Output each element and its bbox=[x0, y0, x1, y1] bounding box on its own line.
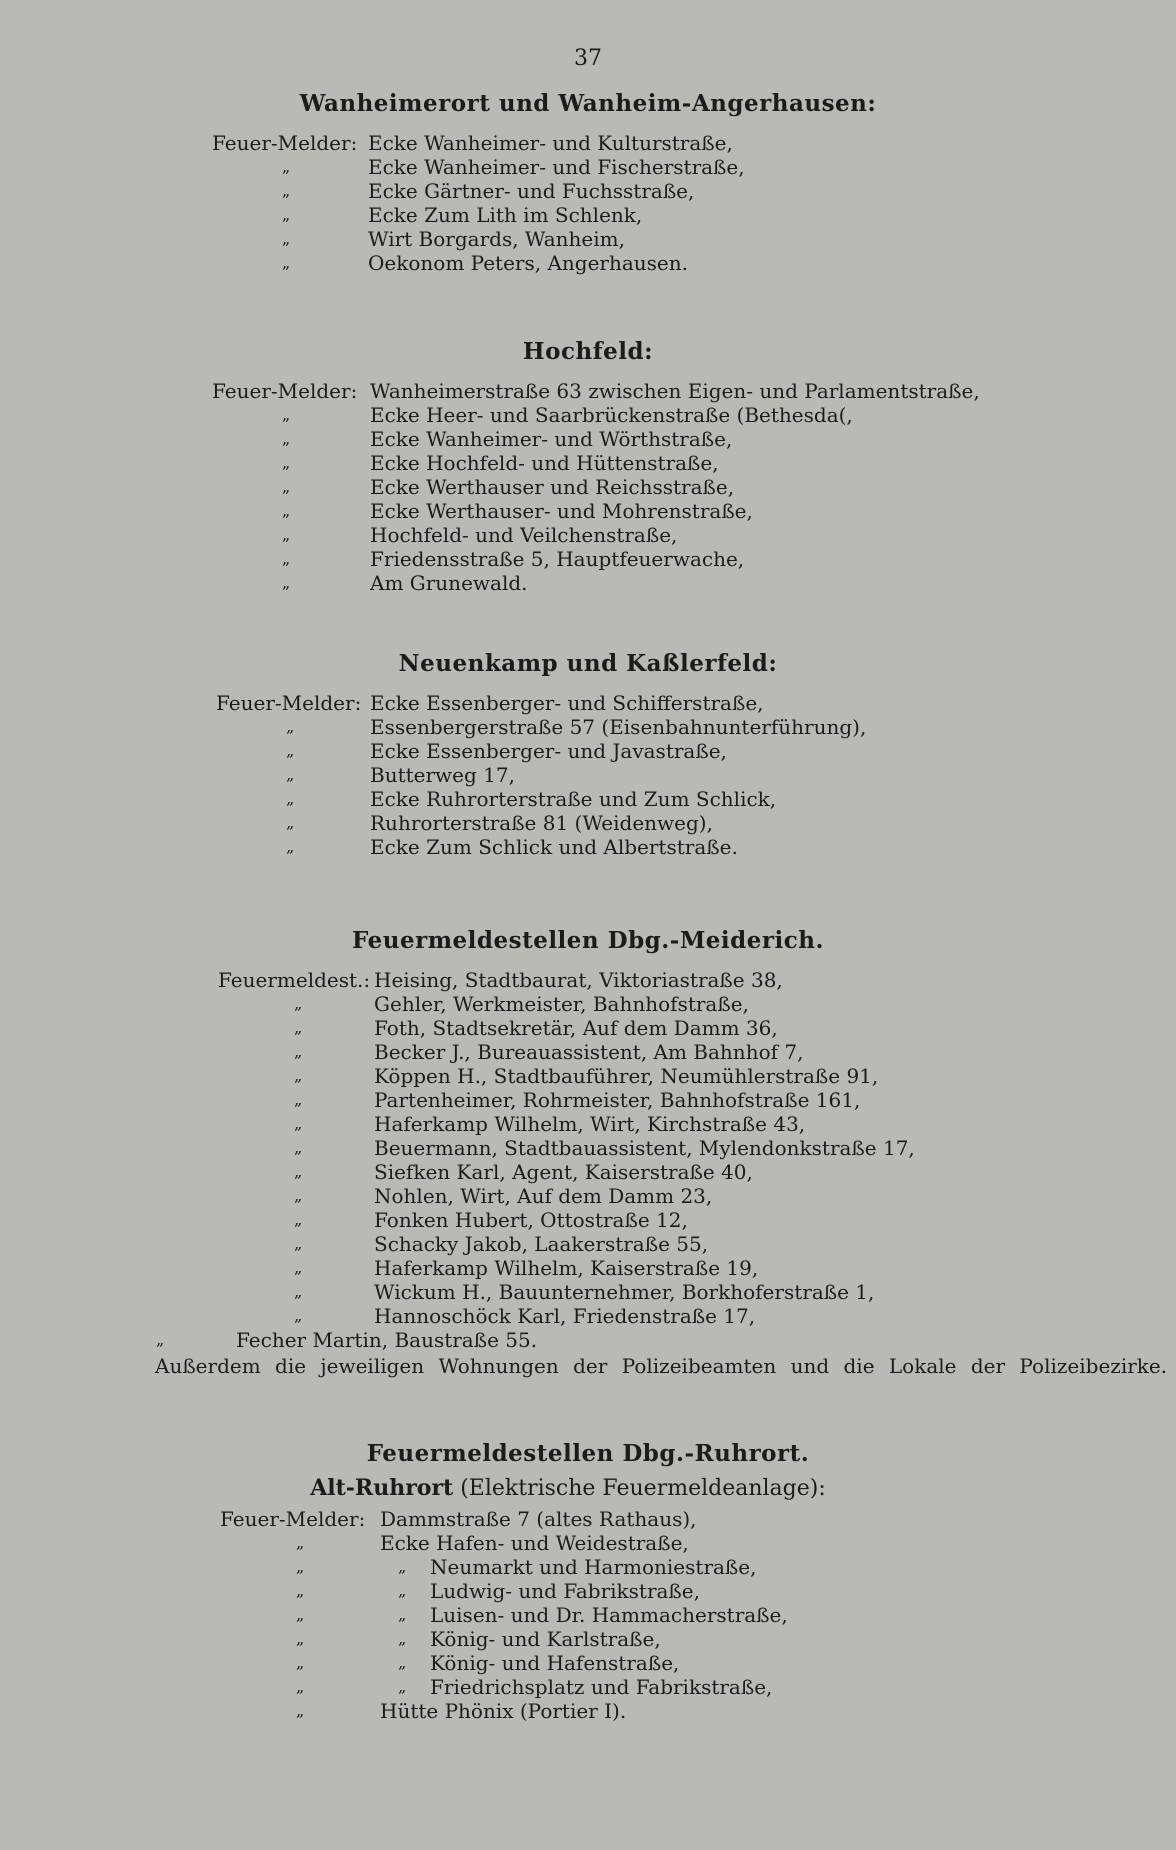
entry-text: Neumarkt und Harmoniestraße, bbox=[430, 1555, 757, 1579]
ditto-mark: „ bbox=[294, 1042, 303, 1061]
ditto-mark: „ bbox=[294, 1306, 303, 1325]
list-item bbox=[0, 1064, 1176, 1088]
list-item bbox=[0, 475, 1176, 499]
list-item bbox=[0, 251, 1176, 275]
ditto-mark: „ bbox=[398, 1605, 407, 1624]
ditto-mark: „ bbox=[282, 253, 291, 272]
ditto-mark: „ bbox=[296, 1677, 305, 1696]
entry-text: Dammstraße 7 (altes Rathaus), bbox=[380, 1507, 697, 1531]
entry-text: Ludwig- und Fabrikstraße, bbox=[430, 1579, 700, 1603]
ditto-mark: „ bbox=[398, 1653, 407, 1672]
list-item bbox=[0, 1232, 1176, 1256]
list-item bbox=[0, 691, 1176, 715]
ditto-mark: „ bbox=[286, 765, 295, 784]
ditto-mark: „ bbox=[294, 994, 303, 1013]
list-item bbox=[0, 1184, 1176, 1208]
list-item bbox=[0, 1016, 1176, 1040]
entry-text: Siefken Karl, Agent, Kaiserstraße 40, bbox=[374, 1160, 753, 1184]
section-ruhrort bbox=[0, 1440, 1176, 1723]
list-item bbox=[0, 427, 1176, 451]
list-item bbox=[0, 787, 1176, 811]
entry-text: Partenheimer, Rohrmeister, Bahnhofstraße 161, bbox=[374, 1088, 861, 1112]
list-item bbox=[0, 155, 1176, 179]
page-number: 37 bbox=[574, 46, 602, 71]
entry-text: Haferkamp Wilhelm, Wirt, Kirchstraße 43, bbox=[374, 1112, 806, 1136]
ditto-mark: „ bbox=[294, 1162, 303, 1181]
ditto-mark: „ bbox=[294, 1210, 303, 1229]
entry-text: Schacky Jakob, Laakerstraße 55, bbox=[374, 1232, 709, 1256]
entry-text: Luisen- und Dr. Hammacherstraße, bbox=[430, 1603, 788, 1627]
entry-text: Ecke Heer- und Saarbrückenstraße (Bethesda(, bbox=[370, 403, 853, 427]
list-item bbox=[0, 1675, 1176, 1699]
ditto-mark: „ bbox=[294, 1090, 303, 1109]
footnote: Außerdem die jeweiligen Wohnungen der Polizeibeamten und die Lokale der Polizeibezirke. bbox=[155, 1354, 1168, 1378]
entry-text: Hannoschöck Karl, Friedenstraße 17, bbox=[374, 1304, 756, 1328]
list-item bbox=[0, 1603, 1176, 1627]
entry-text: Ecke Gärtner- und Fuchsstraße, bbox=[368, 179, 695, 203]
list-item bbox=[0, 379, 1176, 403]
entry-text: Ecke Wanheimer- und Kulturstraße, bbox=[368, 131, 733, 155]
list-item bbox=[0, 1531, 1176, 1555]
ditto-mark: „ bbox=[294, 1258, 303, 1277]
ditto-mark: „ bbox=[286, 741, 295, 760]
section-hochfeld bbox=[0, 338, 1176, 595]
list-item bbox=[0, 1328, 1176, 1352]
entry-text: Fonken Hubert, Ottostraße 12, bbox=[374, 1208, 688, 1232]
ditto-mark: „ bbox=[296, 1557, 305, 1576]
list-item bbox=[0, 523, 1176, 547]
entry-text: Wickum H., Bauunternehmer, Borkhoferstraße 1, bbox=[374, 1280, 875, 1304]
list-item bbox=[0, 1507, 1176, 1531]
entry-text: Friedensstraße 5, Hauptfeuerwache, bbox=[370, 547, 745, 571]
list-item bbox=[0, 1627, 1176, 1651]
section-subheading bbox=[0, 1475, 1176, 1501]
list-item bbox=[0, 715, 1176, 739]
ditto-mark: „ bbox=[294, 1186, 303, 1205]
list-item bbox=[0, 1256, 1176, 1280]
list-item bbox=[0, 1208, 1176, 1232]
subheading-title: Alt-Ruhrort bbox=[310, 1475, 454, 1501]
ditto-mark: „ bbox=[286, 813, 295, 832]
ditto-mark: „ bbox=[156, 1330, 165, 1349]
ditto-mark: „ bbox=[294, 1234, 303, 1253]
entry-label: Feuermeldest.: bbox=[218, 968, 371, 992]
list-item bbox=[0, 1088, 1176, 1112]
ditto-mark: „ bbox=[398, 1581, 407, 1600]
list-item bbox=[0, 571, 1176, 595]
list-item bbox=[0, 227, 1176, 251]
entry-text: Gehler, Werkmeister, Bahnhofstraße, bbox=[374, 992, 749, 1016]
entry-text: Essenbergerstraße 57 (Eisenbahnunterführung), bbox=[370, 715, 867, 739]
entry-label: Feuer-Melder: bbox=[212, 131, 358, 155]
ditto-mark: „ bbox=[294, 1282, 303, 1301]
ditto-mark: „ bbox=[398, 1677, 407, 1696]
list-item bbox=[0, 203, 1176, 227]
ditto-mark: „ bbox=[296, 1605, 305, 1624]
entry-text: Fecher Martin, Baustraße 55. bbox=[236, 1328, 538, 1352]
ditto-mark: „ bbox=[286, 717, 295, 736]
entry-text: Wirt Borgards, Wanheim, bbox=[368, 227, 625, 251]
list-item bbox=[0, 811, 1176, 835]
ditto-mark: „ bbox=[294, 1018, 303, 1037]
list-item bbox=[0, 1280, 1176, 1304]
ditto-mark: „ bbox=[282, 477, 291, 496]
list-item bbox=[0, 1699, 1176, 1723]
entry-label: Feuer-Melder: bbox=[216, 691, 362, 715]
section-heading: Feuermeldestellen Dbg.-Meiderich. bbox=[352, 927, 824, 954]
ditto-mark: „ bbox=[282, 501, 291, 520]
entry-text: König- und Hafenstraße, bbox=[430, 1651, 680, 1675]
list-item bbox=[0, 763, 1176, 787]
entry-text: Beuermann, Stadtbauassistent, Mylendonkstraße 17, bbox=[374, 1136, 915, 1160]
entry-text: Nohlen, Wirt, Auf dem Damm 23, bbox=[374, 1184, 713, 1208]
entry-text: Wanheimerstraße 63 zwischen Eigen- und Parlamentstraße, bbox=[370, 379, 980, 403]
entry-text: Becker J., Bureauassistent, Am Bahnhof 7, bbox=[374, 1040, 804, 1064]
entry-text: Oekonom Peters, Angerhausen. bbox=[368, 251, 688, 275]
entry-text: Am Grunewald. bbox=[370, 571, 528, 595]
section-heading: Neuenkamp und Kaßlerfeld: bbox=[398, 650, 778, 677]
list-item bbox=[0, 1651, 1176, 1675]
ditto-mark: „ bbox=[286, 789, 295, 808]
section-wanheimerort bbox=[0, 90, 1176, 275]
ditto-mark: „ bbox=[282, 181, 291, 200]
section-meiderich bbox=[0, 927, 1176, 1378]
list-item bbox=[0, 1136, 1176, 1160]
section-heading: Hochfeld: bbox=[522, 338, 654, 365]
list-item bbox=[0, 992, 1176, 1016]
ditto-mark: „ bbox=[296, 1533, 305, 1552]
entry-text: Hütte Phönix (Portier I). bbox=[380, 1699, 627, 1723]
entry-text: Hochfeld- und Veilchenstraße, bbox=[370, 523, 678, 547]
entry-text: Ecke Hafen- und Weidestraße, bbox=[380, 1531, 689, 1555]
ditto-mark: „ bbox=[296, 1581, 305, 1600]
ditto-mark: „ bbox=[282, 549, 291, 568]
entry-text: Ecke Essenberger- und Javastraße, bbox=[370, 739, 727, 763]
list-item bbox=[0, 835, 1176, 859]
list-item bbox=[0, 403, 1176, 427]
entry-text: Ecke Hochfeld- und Hüttenstraße, bbox=[370, 451, 719, 475]
ditto-mark: „ bbox=[398, 1557, 407, 1576]
entry-text: Köppen H., Stadtbauführer, Neumühlerstraße 91, bbox=[374, 1064, 879, 1088]
ditto-mark: „ bbox=[282, 205, 291, 224]
ditto-mark: „ bbox=[294, 1138, 303, 1157]
ditto-mark: „ bbox=[282, 429, 291, 448]
entry-text: Haferkamp Wilhelm, Kaiserstraße 19, bbox=[374, 1256, 759, 1280]
entry-text: Butterweg 17, bbox=[370, 763, 515, 787]
list-item bbox=[0, 739, 1176, 763]
ditto-mark: „ bbox=[296, 1653, 305, 1672]
list-item bbox=[0, 179, 1176, 203]
entry-text: Ecke Wanheimer- und Fischerstraße, bbox=[368, 155, 745, 179]
section-heading: Wanheimerort und Wanheim-Angerhausen: bbox=[299, 90, 877, 117]
entry-text: Ecke Werthauser und Reichsstraße, bbox=[370, 475, 735, 499]
ditto-mark: „ bbox=[282, 573, 291, 592]
ditto-mark: „ bbox=[286, 837, 295, 856]
entry-text: Ecke Zum Lith im Schlenk, bbox=[368, 203, 643, 227]
entry-text: Ecke Werthauser- und Mohrenstraße, bbox=[370, 499, 753, 523]
ditto-mark: „ bbox=[282, 525, 291, 544]
subheading-note: (Elektrische Feuermeldeanlage): bbox=[453, 1476, 826, 1501]
entry-text: Friedrichsplatz und Fabrikstraße, bbox=[430, 1675, 773, 1699]
list-item bbox=[0, 1112, 1176, 1136]
ditto-mark: „ bbox=[294, 1114, 303, 1133]
ditto-mark: „ bbox=[294, 1066, 303, 1085]
list-item bbox=[0, 1579, 1176, 1603]
entry-text: Ecke Essenberger- und Schifferstraße, bbox=[370, 691, 764, 715]
ditto-mark: „ bbox=[296, 1701, 305, 1720]
ditto-mark: „ bbox=[282, 453, 291, 472]
section-neuenkamp bbox=[0, 650, 1176, 859]
ditto-mark: „ bbox=[296, 1629, 305, 1648]
ditto-mark: „ bbox=[398, 1629, 407, 1648]
section-heading: Feuermeldestellen Dbg.-Ruhrort. bbox=[366, 1440, 810, 1467]
list-item bbox=[0, 451, 1176, 475]
list-item bbox=[0, 1160, 1176, 1184]
ditto-mark: „ bbox=[282, 229, 291, 248]
entry-label: Feuer-Melder: bbox=[220, 1507, 366, 1531]
ditto-mark: „ bbox=[282, 405, 291, 424]
list-item bbox=[0, 131, 1176, 155]
entry-text: Ecke Ruhrorterstraße und Zum Schlick, bbox=[370, 787, 777, 811]
entry-text: Ruhrorterstraße 81 (Weidenweg), bbox=[370, 811, 713, 835]
entry-text: Foth, Stadtsekretär, Auf dem Damm 36, bbox=[374, 1016, 778, 1040]
entry-text: Ecke Wanheimer- und Wörthstraße, bbox=[370, 427, 733, 451]
entry-label: Feuer-Melder: bbox=[212, 379, 358, 403]
list-item bbox=[0, 1555, 1176, 1579]
entry-text: Heising, Stadtbaurat, Viktoriastraße 38, bbox=[374, 968, 783, 992]
list-item bbox=[0, 1040, 1176, 1064]
list-item bbox=[0, 968, 1176, 992]
entry-text: Ecke Zum Schlick und Albertstraße. bbox=[370, 835, 738, 859]
list-item bbox=[0, 499, 1176, 523]
list-item bbox=[0, 1304, 1176, 1328]
list-item bbox=[0, 547, 1176, 571]
entry-text: König- und Karlstraße, bbox=[430, 1627, 661, 1651]
ditto-mark: „ bbox=[282, 157, 291, 176]
